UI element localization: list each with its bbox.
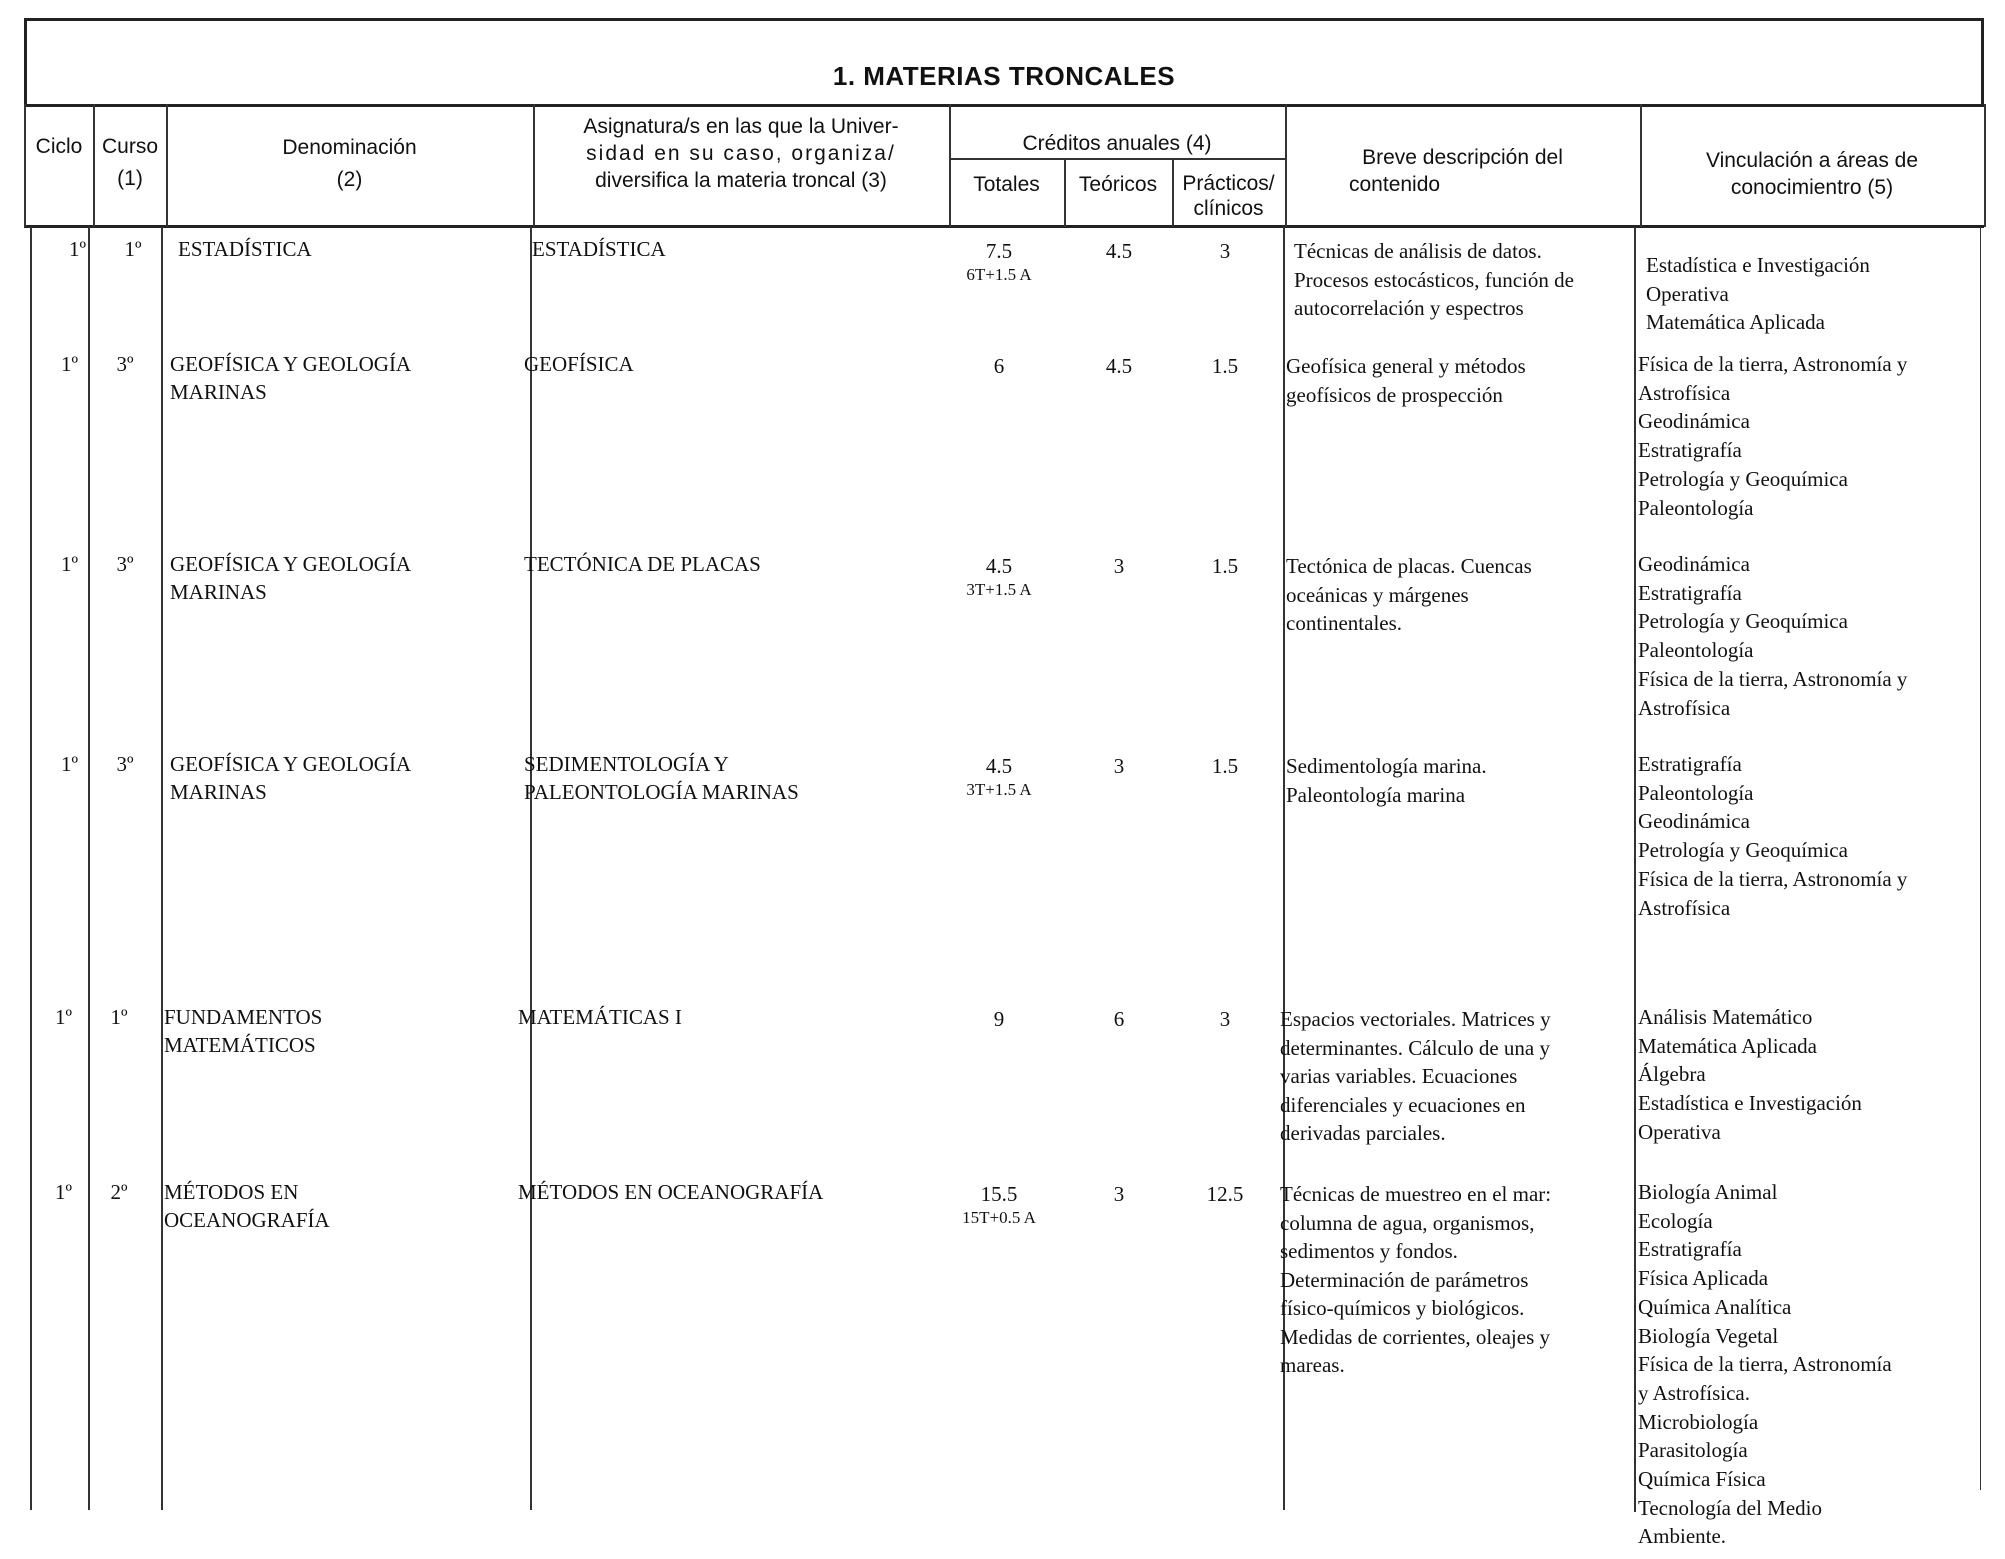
row-areas-line: Estratigrafía — [1638, 1237, 1742, 1262]
row-areas-line: Estadística e Investigación — [1638, 1091, 1862, 1116]
row-areas-line: Geodinámica — [1638, 552, 1750, 576]
row-areas-line: Astrofísica — [1638, 895, 1731, 920]
row-areas-line: Física de la tierra, Astronomía y — [1638, 666, 1908, 691]
row-descripcion-line: Procesos estocásticos, función de — [1294, 267, 1574, 292]
header-creditos: Créditos anuales (4) — [1022, 132, 1212, 155]
row-descripcion-line: varias variables. Ecuaciones — [1280, 1064, 1518, 1088]
row-descripcion — [1286, 752, 1621, 809]
header-practicos-line: Prácticos/ — [1182, 172, 1275, 195]
row-asignatura-line: GEOFÍSICA — [524, 352, 634, 376]
row-creditos-practicos: 1.5 — [1211, 554, 1239, 578]
row-areas-line: Parasitología — [1638, 1438, 1748, 1463]
row-areas-line: Estratigrafía — [1638, 580, 1742, 605]
row-denominacion — [178, 235, 518, 263]
row-denominacion-line: MARINAS — [170, 780, 267, 804]
row-denominacion — [164, 1178, 504, 1234]
row-areas-line: Matemática Aplicada — [1646, 310, 1826, 335]
row-denominacion-line: OCEANOGRAFÍA — [164, 1208, 330, 1232]
row-asignatura — [524, 550, 934, 578]
row-asignatura-line: MÉTODOS EN OCEANOGRAFÍA — [518, 1180, 824, 1204]
row-descripcion — [1280, 1005, 1615, 1148]
row-ciclo: 1º — [60, 352, 78, 376]
row-descripcion-line: columna de agua, organismos, — [1280, 1210, 1535, 1235]
header-curso-note: (1) — [117, 167, 143, 190]
row-descripcion — [1286, 552, 1621, 638]
header-asignatura-line: sidad en su caso, organiza/ — [586, 142, 896, 165]
row-creditos-practicos: 3 — [1219, 239, 1231, 263]
body-vline — [161, 227, 163, 1510]
header-bottom-line — [24, 225, 1984, 228]
row-areas-line: Física de la tierra, Astronomía y — [1638, 866, 1908, 891]
row-areas-line: Estadística e Investigación — [1646, 253, 1870, 277]
header-ciclo: Ciclo — [35, 135, 83, 158]
row-descripcion-line: Técnicas de análisis de datos. — [1294, 239, 1542, 263]
row-denominacion-line: GEOFÍSICA Y GEOLOGÍA — [170, 552, 412, 576]
row-descripcion-line: Paleontología marina — [1286, 782, 1466, 807]
row-descripcion — [1294, 237, 1629, 323]
header-descripcion — [1285, 144, 1640, 198]
row-areas-line: Geodinámica — [1638, 809, 1750, 834]
body-vline — [530, 227, 532, 1510]
row-descripcion-line: Medidas de corrientes, oleajes y — [1280, 1324, 1550, 1349]
header-teoricos: Teóricos — [1078, 173, 1158, 196]
row-areas-line: Física de la tierra, Astronomía — [1638, 1352, 1892, 1377]
row-descripcion — [1280, 1180, 1615, 1380]
row-denominacion-line: GEOFÍSICA Y GEOLOGÍA — [170, 752, 412, 776]
row-creditos-totales-detail: 3T+1.5 A — [966, 580, 1032, 599]
row-creditos-totales: 9 — [993, 1007, 1005, 1031]
row-asignatura-line: PALEONTOLOGÍA MARINAS — [524, 780, 799, 804]
row-areas-line: Matemática Aplicada — [1638, 1033, 1818, 1058]
row-denominacion-line: MARINAS — [170, 380, 267, 404]
row-ciclo: 1º — [68, 237, 86, 261]
row-areas-line: Petrología y Geoquímica — [1638, 466, 1848, 491]
row-denominacion — [170, 550, 510, 606]
row-denominacion-line: GEOFÍSICA Y GEOLOGÍA — [170, 352, 412, 376]
row-creditos-teoricos: 6 — [1113, 1007, 1125, 1031]
row-creditos-totales: 4.5 — [985, 554, 1013, 578]
row-areas-line: Química Analítica — [1638, 1294, 1792, 1319]
row-creditos-totales: 4.5 — [985, 754, 1013, 778]
row-ciclo: 1º — [54, 1005, 72, 1029]
row-asignatura — [518, 1003, 928, 1031]
row-curso: 1º — [124, 237, 142, 261]
row-asignatura-line: MATEMÁTICAS I — [518, 1005, 682, 1029]
row-descripcion-line: Espacios vectoriales. Matrices y — [1280, 1007, 1551, 1031]
row-areas-line: Petrología y Geoquímica — [1638, 838, 1848, 863]
row-curso: 3º — [116, 752, 134, 776]
row-descripcion-line: mareas. — [1280, 1353, 1345, 1377]
body-vline — [1634, 227, 1636, 1512]
row-denominacion — [170, 750, 510, 806]
row-descripcion-line: oceánicas y márgenes — [1286, 582, 1469, 607]
row-descripcion-line: Sedimentología marina. — [1286, 754, 1487, 778]
row-creditos-totales-detail: 15T+0.5 A — [962, 1208, 1036, 1227]
row-asignatura — [518, 1178, 928, 1206]
row-areas-line: Estratigrafía — [1638, 438, 1742, 463]
row-creditos-teoricos: 4.5 — [1105, 239, 1133, 263]
row-creditos-practicos: 12.5 — [1206, 1182, 1244, 1206]
row-denominacion-line: MÉTODOS EN — [164, 1180, 299, 1204]
row-areas-line: Álgebra — [1638, 1062, 1706, 1087]
row-descripcion-line: Geofísica general y métodos — [1286, 354, 1526, 378]
row-denominacion-line: ESTADÍSTICA — [178, 237, 312, 261]
row-creditos-practicos: 3 — [1219, 1007, 1231, 1031]
row-descripcion-line: geofísicos de prospección — [1286, 382, 1503, 407]
page-title: 1. MATERIAS TRONCALES — [832, 61, 1176, 91]
row-creditos-totales: 6 — [993, 354, 1005, 378]
row-areas-line: Paleontología — [1638, 495, 1754, 520]
row-creditos-totales-detail: 6T+1.5 A — [966, 265, 1032, 284]
header-descripcion-line: contenido — [1349, 173, 1441, 196]
row-areas — [1646, 251, 1991, 337]
row-areas — [1638, 1178, 1983, 1551]
row-asignatura-line: TECTÓNICA DE PLACAS — [524, 552, 761, 576]
row-descripcion — [1286, 352, 1621, 409]
row-curso: 3º — [116, 352, 134, 376]
row-curso: 2º — [110, 1180, 128, 1204]
row-ciclo: 1º — [60, 752, 78, 776]
body-vline — [30, 227, 32, 1510]
row-creditos-totales: 15.5 — [980, 1182, 1018, 1206]
row-curso: 1º — [110, 1005, 128, 1029]
row-curso: 3º — [116, 552, 134, 576]
row-descripcion-line: autocorrelación y espectros — [1294, 296, 1524, 320]
header-practicos — [1172, 171, 1285, 221]
row-areas-line: Paleontología — [1638, 638, 1754, 663]
header-descripcion-line: Breve descripción del — [1362, 146, 1563, 169]
header-denominacion-note: (2) — [336, 168, 363, 191]
row-areas-line: Astrofísica — [1638, 380, 1731, 405]
header-vline — [24, 104, 26, 227]
row-creditos-teoricos: 4.5 — [1105, 354, 1133, 378]
header-top-line — [24, 104, 1984, 107]
header-vinculacion-line: conocimientro (5) — [1730, 176, 1894, 199]
row-descripcion-line: continentales. — [1286, 611, 1403, 635]
row-descripcion-line: Determinación de parámetros — [1280, 1267, 1529, 1292]
row-denominacion-line: FUNDAMENTOS — [164, 1005, 323, 1029]
header-asignatura-line: Asignatura/s en las que la Univer- — [583, 115, 899, 138]
row-denominacion-line: MATEMÁTICOS — [164, 1033, 316, 1057]
row-areas-line: Ambiente. — [1638, 1524, 1727, 1549]
row-ciclo: 1º — [60, 552, 78, 576]
title-band — [24, 18, 1984, 106]
row-asignatura — [524, 350, 934, 378]
row-descripcion-line: determinantes. Cálculo de una y — [1280, 1035, 1550, 1060]
header-denominacion: Denominación — [282, 136, 417, 159]
row-descripcion-line: Tectónica de placas. Cuencas — [1286, 554, 1532, 578]
row-descripcion-line: Técnicas de muestreo en el mar: — [1280, 1182, 1552, 1206]
row-creditos-practicos: 1.5 — [1211, 754, 1239, 778]
row-areas-line: Tecnología del Medio — [1638, 1495, 1822, 1520]
row-areas-line: Biología Vegetal — [1638, 1323, 1779, 1348]
row-asignatura — [532, 235, 942, 263]
body-vline — [88, 227, 90, 1510]
row-ciclo: 1º — [54, 1180, 72, 1204]
row-areas-line: Física de la tierra, Astronomía y — [1638, 352, 1908, 376]
header-vinculacion — [1640, 147, 1984, 201]
row-creditos-practicos: 1.5 — [1211, 354, 1239, 378]
row-areas-line: Análisis Matemático — [1638, 1005, 1813, 1029]
row-areas-line: Microbiología — [1638, 1409, 1759, 1434]
header-vinculacion-line: Vinculación a áreas de — [1705, 149, 1919, 172]
header-curso: Curso — [101, 135, 159, 158]
header-asignatura — [533, 113, 949, 194]
row-areas-line: Ecología — [1638, 1208, 1713, 1233]
row-areas — [1638, 350, 1983, 522]
row-areas-line: y Astrofísica. — [1638, 1380, 1750, 1405]
row-areas — [1638, 750, 1983, 922]
row-areas-line: Biología Animal — [1638, 1180, 1778, 1204]
row-creditos-totales-detail: 3T+1.5 A — [966, 780, 1032, 799]
row-denominacion-line: MARINAS — [170, 580, 267, 604]
row-areas-line: Estratigrafía — [1638, 752, 1742, 776]
row-areas — [1638, 550, 1983, 722]
row-areas-line: Geodinámica — [1638, 409, 1750, 434]
row-creditos-teoricos: 3 — [1113, 1182, 1125, 1206]
row-areas — [1638, 1003, 1983, 1147]
row-asignatura — [524, 750, 934, 806]
row-areas-line: Química Física — [1638, 1467, 1766, 1492]
row-areas-line: Operativa — [1646, 281, 1729, 306]
row-areas-line: Operativa — [1638, 1119, 1721, 1144]
row-creditos-teoricos: 3 — [1113, 754, 1125, 778]
row-descripcion-line: diferenciales y ecuaciones en — [1280, 1092, 1526, 1117]
row-areas-line: Astrofísica — [1638, 695, 1731, 720]
row-areas-line: Petrología y Geoquímica — [1638, 609, 1848, 634]
row-creditos-teoricos: 3 — [1113, 554, 1125, 578]
row-descripcion-line: derivadas parciales. — [1280, 1121, 1446, 1145]
row-asignatura-line: ESTADÍSTICA — [532, 237, 666, 261]
header-asignatura-line: diversifica la materia troncal (3) — [595, 169, 887, 192]
header-practicos-line: clínicos — [1193, 197, 1264, 220]
row-areas-line: Física Aplicada — [1638, 1266, 1769, 1291]
creditos-divider-line — [949, 158, 1285, 160]
header-vline — [949, 104, 951, 227]
row-denominacion — [170, 350, 510, 406]
row-descripcion-line: sedimentos y fondos. — [1280, 1239, 1458, 1263]
row-areas-line: Paleontología — [1638, 780, 1754, 805]
row-descripcion-line: físico-químicos y biológicos. — [1280, 1296, 1525, 1320]
row-asignatura-line: SEDIMENTOLOGÍA Y — [524, 752, 729, 776]
header-totales: Totales — [973, 173, 1040, 196]
row-denominacion — [164, 1003, 504, 1059]
header-vline — [1984, 104, 1986, 227]
row-creditos-totales: 7.5 — [985, 239, 1013, 263]
